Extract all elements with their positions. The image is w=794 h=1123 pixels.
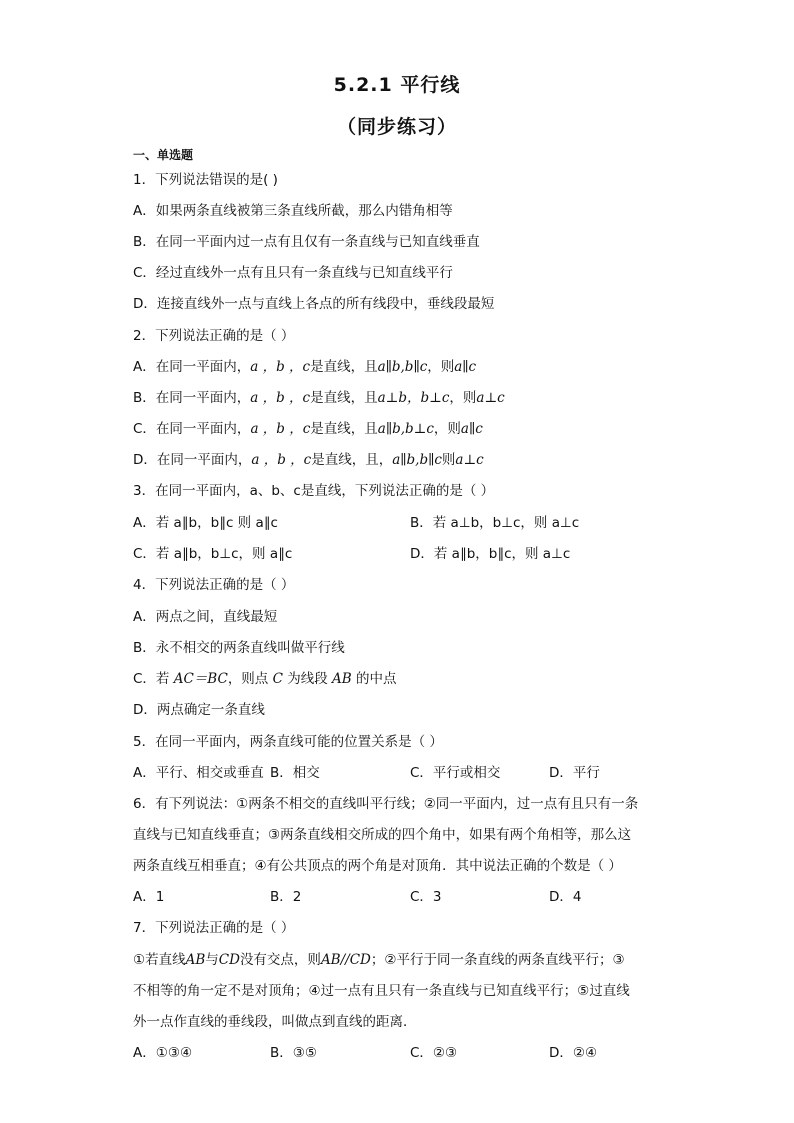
q7-line-1 <box>133 950 625 970</box>
equation: AC＝BC <box>173 671 228 687</box>
option-text: ，则点 <box>227 671 273 687</box>
option-prefix: 在同一平面内， <box>156 452 252 468</box>
q5-option-a: A．平行、相交或垂直 <box>133 765 264 781</box>
line-variables: a ，b ，c <box>250 390 311 406</box>
option-text: 的中点 <box>351 671 397 687</box>
statement-text: ；②平行于同一条直线的两条直线平行；③ <box>370 952 625 968</box>
q1-option-a: A．如果两条直线被第三条直线所截，那么内错角相等 <box>133 203 453 219</box>
line-name: CD <box>218 952 240 968</box>
option-condition: a∥b,b∥c <box>392 452 442 468</box>
q5-option-c: C．平行或相交 <box>410 765 501 781</box>
q7-option-d: D．②④ <box>549 1045 598 1061</box>
option-connector: 是直线，且 <box>310 390 378 406</box>
option-result: a⊥c <box>455 452 484 468</box>
page-subtitle: （同步练习） <box>336 116 457 138</box>
line-name: AB <box>185 952 206 968</box>
option-condition: a⊥b，b⊥c <box>377 390 450 406</box>
option-condition: a∥b,b⊥c <box>377 421 434 437</box>
q6-option-b: B．2 <box>270 889 302 905</box>
q3-option-d: D．若 a∥b，b∥c，则 a⊥c <box>410 546 571 562</box>
option-result: a∥c <box>454 359 477 375</box>
q1-option-d: D．连接直线外一点与直线上各点的所有线段中，垂线段最短 <box>133 296 495 312</box>
option-connector: 是直线，且， <box>311 452 393 468</box>
option-then: ，则 <box>449 390 477 406</box>
line-variables: a ，b ，c <box>250 359 311 375</box>
q3-option-a: A．若 a∥b，b∥c 则 a∥c <box>133 515 278 531</box>
q3-option-b: B．若 a⊥b，b⊥c，则 a⊥c <box>410 515 580 531</box>
q7-stem: 7．下列说法正确的是（ ） <box>133 920 295 936</box>
q5-option-d: D．平行 <box>549 765 600 781</box>
q1-stem: 1．下列说法错误的是( ) <box>133 172 278 188</box>
q2-option-b <box>133 388 505 408</box>
option-label: A． <box>133 359 156 375</box>
option-connector: 是直线，且 <box>310 359 378 375</box>
q1-option-b: B．在同一平面内过一点有且仅有一条直线与已知直线垂直 <box>133 234 480 250</box>
q6-option-a: A．1 <box>133 889 165 905</box>
q6-option-c: C．3 <box>410 889 442 905</box>
option-label: C． <box>133 421 156 437</box>
q6-line-2: 直线与已知直线垂直；③两条直线相交所成的四个角中，如果有两个角相等，那么这 <box>133 827 632 843</box>
page-title: 5.2.1 平行线 <box>333 74 461 96</box>
statement-text: 与 <box>205 952 219 968</box>
section-heading: 一、单选题 <box>133 148 194 162</box>
option-then: ，则 <box>427 359 455 375</box>
q4-option-c <box>133 669 397 689</box>
q4-option-d: D．两点确定一条直线 <box>133 702 265 718</box>
statement-text: 没有交点，则 <box>239 952 321 968</box>
q7-option-b: B．③⑤ <box>270 1045 317 1061</box>
option-result: a∥c <box>460 421 483 437</box>
q3-option-c: C．若 a∥b，b⊥c，则 a∥c <box>133 546 293 562</box>
q4-option-a: A．两点之间，直线最短 <box>133 609 278 625</box>
q7-line-2: 不相等的角一定不是对顶角；④过一点有且只有一条直线与已知直线平行；⑤过直线 <box>133 983 630 999</box>
option-prefix: 在同一平面内， <box>155 390 251 406</box>
q5-option-b: B．相交 <box>270 765 320 781</box>
parallel-expression: AB//CD <box>320 952 371 968</box>
q6-line-3: 两条直线互相垂直；④有公共顶点的两个角是对顶角．其中说法正确的个数是（ ） <box>133 858 622 874</box>
q2-option-d <box>133 450 484 470</box>
segment-name: AB <box>332 671 352 687</box>
q6-option-d: D．4 <box>549 889 582 905</box>
option-label: B． <box>133 390 156 406</box>
q5-stem: 5．在同一平面内，两条直线可能的位置关系是（ ） <box>133 734 443 750</box>
option-prefix: 在同一平面内， <box>155 359 251 375</box>
option-prefix: 在同一平面内， <box>155 421 251 437</box>
option-label: D． <box>133 452 157 468</box>
option-connector: 是直线，且 <box>310 421 378 437</box>
option-then: 则 <box>441 452 456 468</box>
option-condition: a∥b,b∥c <box>377 359 428 375</box>
q7-line-3: 外一点作直线的垂线段，叫做点到直线的距离． <box>133 1014 417 1030</box>
q4-stem: 4．下列说法正确的是（ ） <box>133 577 295 593</box>
q7-option-c: C．②③ <box>410 1045 458 1061</box>
point-name: C <box>272 671 283 687</box>
option-then: ，则 <box>433 421 461 437</box>
q2-stem: 2．下列说法正确的是（ ） <box>133 328 295 344</box>
option-result: a⊥c <box>476 390 505 406</box>
line-variables: a ，b ，c <box>251 452 312 468</box>
option-text: 为线段 <box>282 671 333 687</box>
q1-option-c: C．经过直线外一点有且只有一条直线与已知直线平行 <box>133 265 453 281</box>
q2-option-a <box>133 357 476 377</box>
q6-line-1: 6．有下列说法：①两条不相交的直线叫平行线；②同一平面内，过一点有且只有一条 <box>133 796 639 812</box>
line-variables: a ，b ，c <box>250 421 311 437</box>
statement-text: ①若直线 <box>133 952 186 968</box>
q7-option-a: A．①③④ <box>133 1045 193 1061</box>
q2-option-c <box>133 419 483 439</box>
q4-option-b: B．永不相交的两条直线叫做平行线 <box>133 640 345 656</box>
option-label: C．若 <box>133 671 174 687</box>
q3-stem: 3．在同一平面内，a、b、c是直线，下列说法正确的是（ ） <box>133 483 495 499</box>
